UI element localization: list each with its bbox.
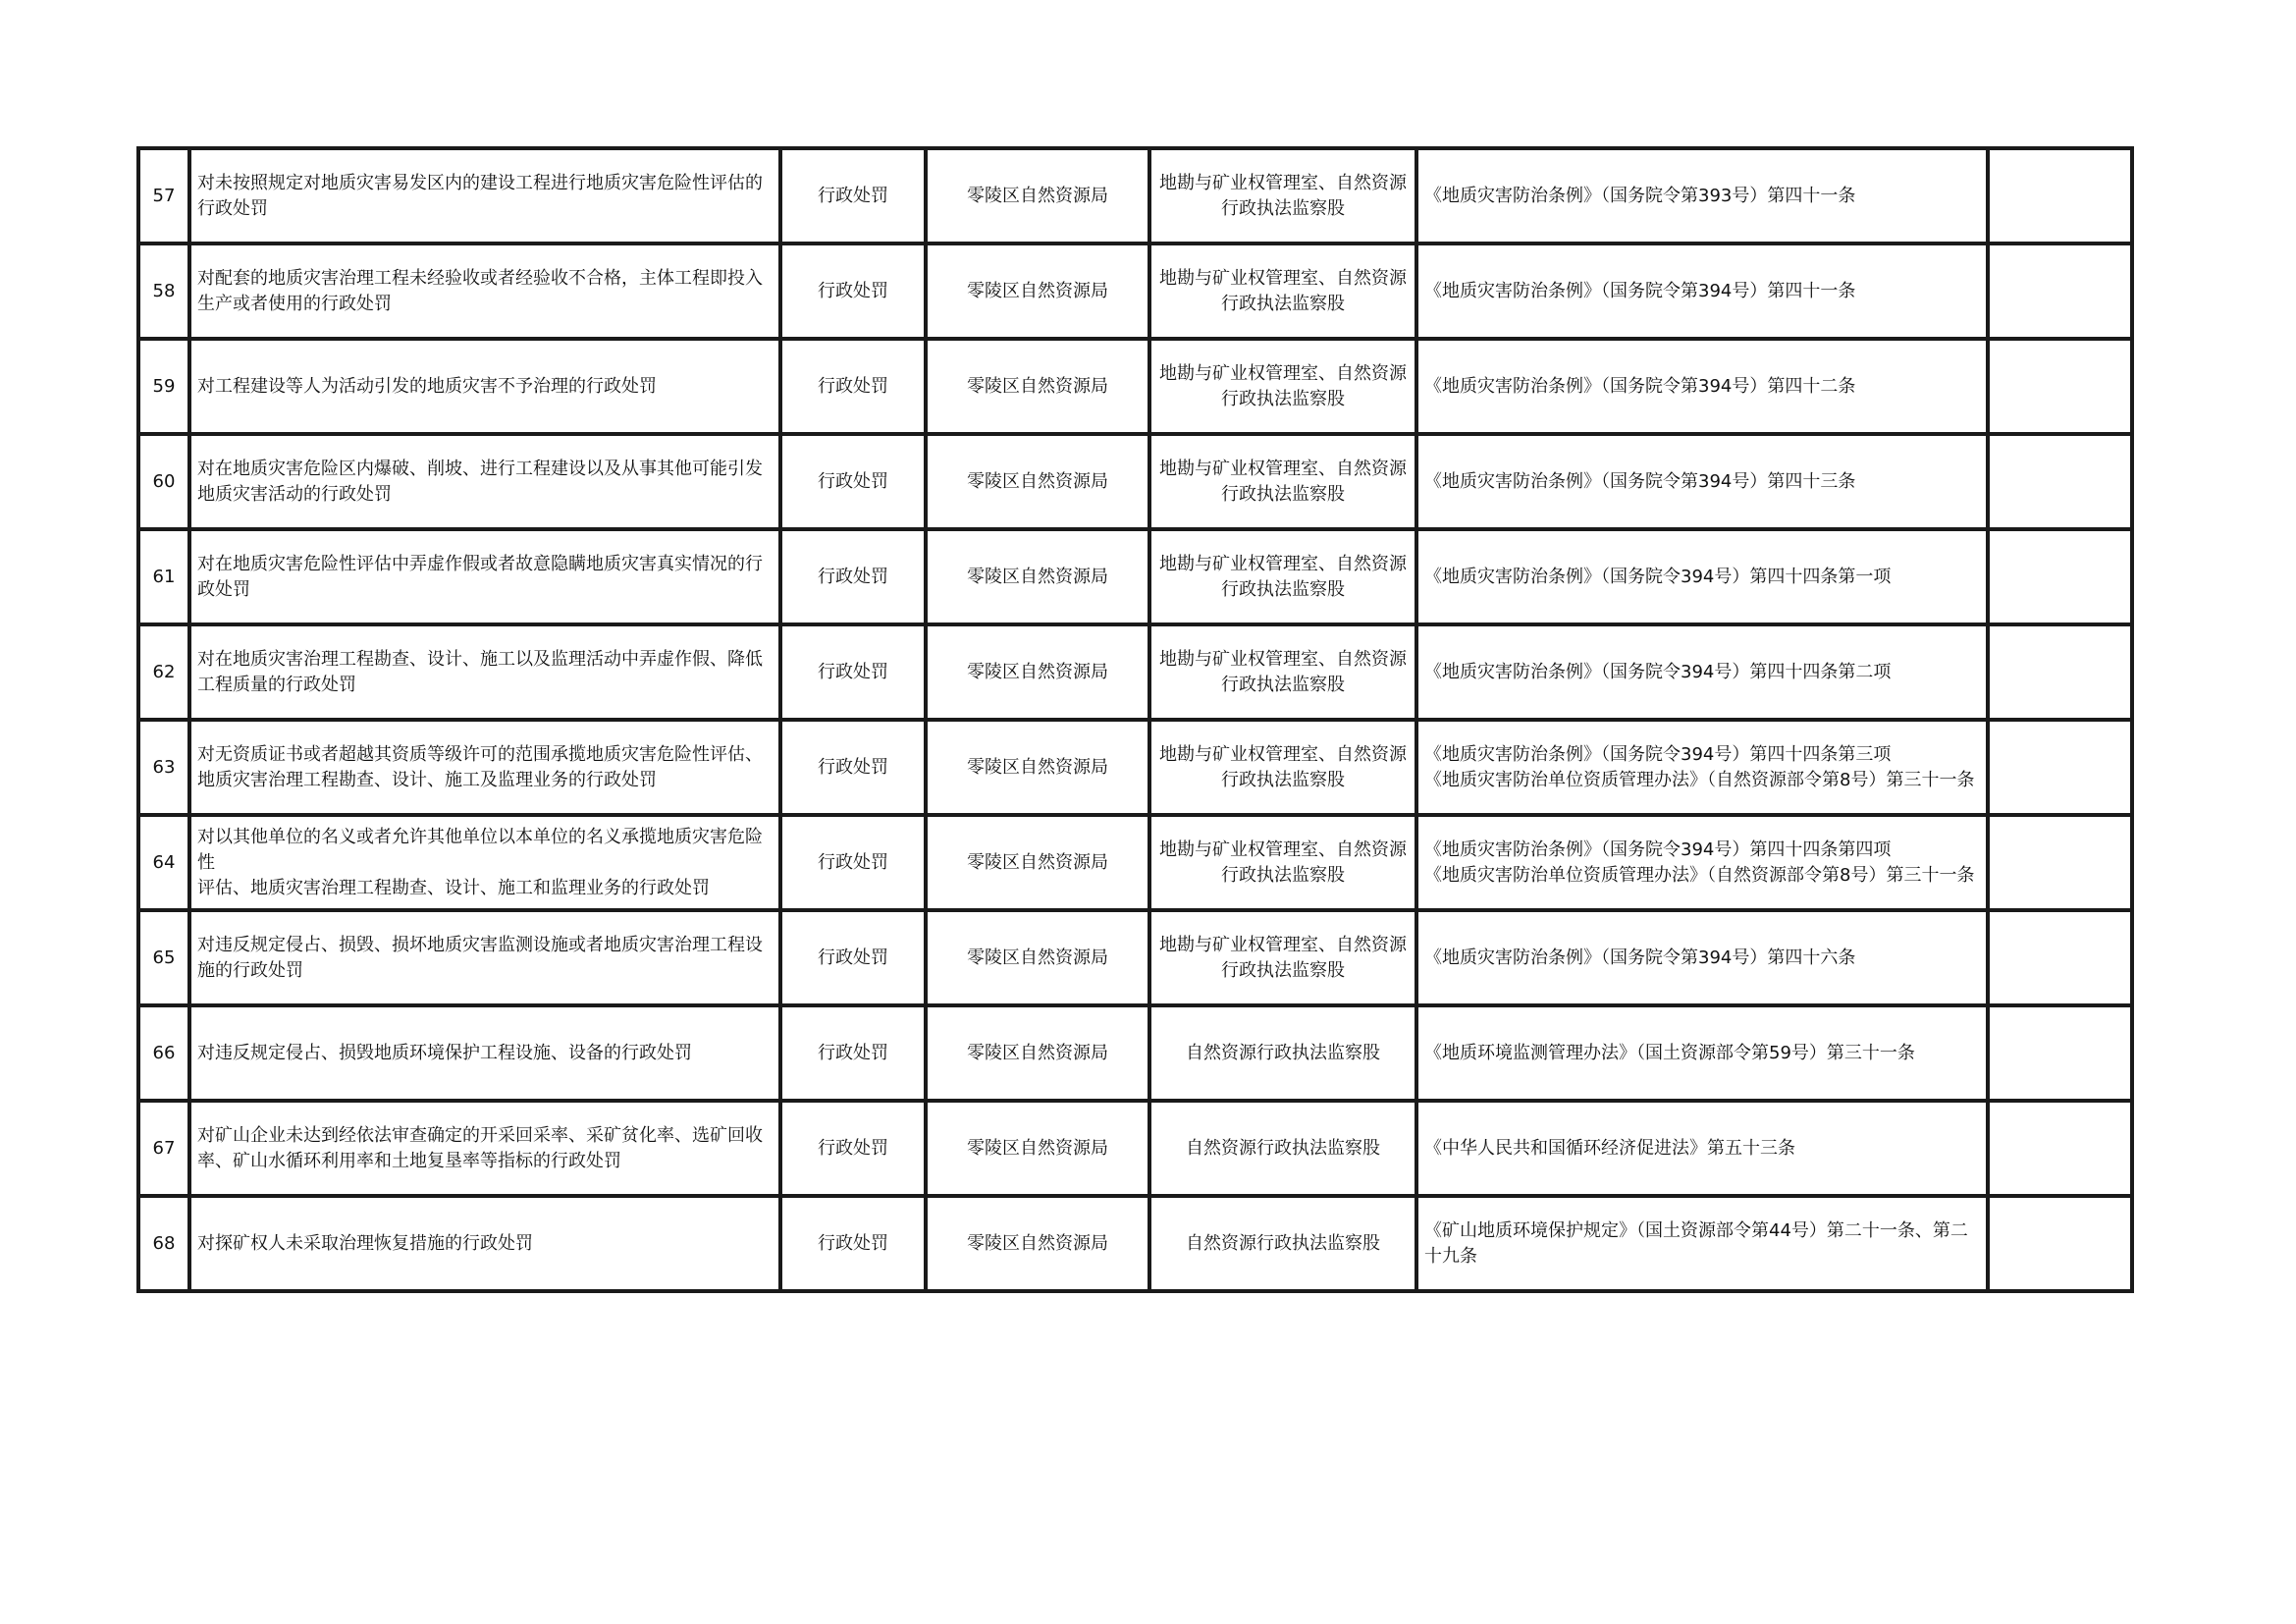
remark-cell <box>1988 434 2132 529</box>
item-name-cell: 对无资质证书或者超越其资质等级许可的范围承揽地质灾害危险性评估、地质灾害治理工程勘查、设计、施工及监理业务的行政处罚 <box>189 720 780 815</box>
table-row <box>138 148 2132 244</box>
power-type-cell: 行政处罚 <box>780 434 926 529</box>
remark-cell <box>1988 148 2132 244</box>
row-number-cell: 62 <box>138 624 189 720</box>
power-type-cell: 行政处罚 <box>780 1101 926 1196</box>
implementing-agency-cell: 零陵区自然资源局 <box>926 148 1149 244</box>
item-name-cell: 对违反规定侵占、损毁、损坏地质灾害监测设施或者地质灾害治理工程设施的行政处罚 <box>189 910 780 1005</box>
table-row <box>138 1101 2132 1196</box>
row-number-cell: 61 <box>138 529 189 624</box>
implementing-agency-cell: 零陵区自然资源局 <box>926 339 1149 434</box>
legal-basis-cell: 《地质灾害防治条例》（国务院令第394号）第四十一条 <box>1416 244 1988 339</box>
implementing-agency-cell: 零陵区自然资源局 <box>926 910 1149 1005</box>
implementing-agency-cell: 零陵区自然资源局 <box>926 1005 1149 1101</box>
table-row <box>138 339 2132 434</box>
legal-basis-cell: 《矿山地质环境保护规定》（国土资源部令第44号）第二十一条、第二十九条 <box>1416 1196 1988 1291</box>
power-type-cell: 行政处罚 <box>780 244 926 339</box>
row-number-cell: 66 <box>138 1005 189 1101</box>
responsible-department-cell: 地勘与矿业权管理室、自然资源行政执法监察股 <box>1149 910 1416 1005</box>
power-type-cell: 行政处罚 <box>780 720 926 815</box>
row-number-cell: 60 <box>138 434 189 529</box>
row-number-cell: 63 <box>138 720 189 815</box>
implementing-agency-cell: 零陵区自然资源局 <box>926 720 1149 815</box>
item-name-cell: 对在地质灾害治理工程勘查、设计、施工以及监理活动中弄虚作假、降低工程质量的行政处罚 <box>189 624 780 720</box>
power-type-cell: 行政处罚 <box>780 624 926 720</box>
row-number-cell: 57 <box>138 148 189 244</box>
implementing-agency-cell: 零陵区自然资源局 <box>926 1101 1149 1196</box>
row-number-cell: 58 <box>138 244 189 339</box>
remark-cell <box>1988 720 2132 815</box>
remark-cell <box>1988 624 2132 720</box>
implementing-agency-cell: 零陵区自然资源局 <box>926 1196 1149 1291</box>
responsible-department-cell: 地勘与矿业权管理室、自然资源行政执法监察股 <box>1149 529 1416 624</box>
row-number-cell: 67 <box>138 1101 189 1196</box>
responsible-department-cell: 自然资源行政执法监察股 <box>1149 1196 1416 1291</box>
responsible-department-cell: 自然资源行政执法监察股 <box>1149 1005 1416 1101</box>
power-type-cell: 行政处罚 <box>780 339 926 434</box>
table-body <box>138 148 2132 1291</box>
table-row <box>138 529 2132 624</box>
item-name-cell: 对未按照规定对地质灾害易发区内的建设工程进行地质灾害危险性评估的行政处罚 <box>189 148 780 244</box>
power-type-cell: 行政处罚 <box>780 1005 926 1101</box>
responsible-department-cell: 地勘与矿业权管理室、自然资源行政执法监察股 <box>1149 244 1416 339</box>
legal-basis-cell: 《地质灾害防治条例》（国务院令394号）第四十四条第一项 <box>1416 529 1988 624</box>
table-row <box>138 624 2132 720</box>
remark-cell <box>1988 1196 2132 1291</box>
responsible-department-cell: 地勘与矿业权管理室、自然资源行政执法监察股 <box>1149 815 1416 910</box>
implementing-agency-cell: 零陵区自然资源局 <box>926 529 1149 624</box>
power-type-cell: 行政处罚 <box>780 1196 926 1291</box>
remark-cell <box>1988 1005 2132 1101</box>
legal-basis-cell: 《地质灾害防治条例》（国务院令394号）第四十四条第四项 《地质灾害防治单位资质管理办法》（自然资源部令第8号）第三十一条 <box>1416 815 1988 910</box>
legal-basis-cell: 《地质灾害防治条例》（国务院令第394号）第四十六条 <box>1416 910 1988 1005</box>
legal-basis-cell: 《地质灾害防治条例》（国务院令第393号）第四十一条 <box>1416 148 1988 244</box>
remark-cell <box>1988 1101 2132 1196</box>
responsible-department-cell: 地勘与矿业权管理室、自然资源行政执法监察股 <box>1149 720 1416 815</box>
remark-cell <box>1988 815 2132 910</box>
item-name-cell: 对违反规定侵占、损毁地质环境保护工程设施、设备的行政处罚 <box>189 1005 780 1101</box>
responsible-department-cell: 地勘与矿业权管理室、自然资源行政执法监察股 <box>1149 148 1416 244</box>
legal-basis-cell: 《中华人民共和国循环经济促进法》第五十三条 <box>1416 1101 1988 1196</box>
item-name-cell: 对工程建设等人为活动引发的地质灾害不予治理的行政处罚 <box>189 339 780 434</box>
table-row <box>138 720 2132 815</box>
legal-basis-cell: 《地质灾害防治条例》（国务院令394号）第四十四条第三项 《地质灾害防治单位资质管理办法》（自然资源部令第8号）第三十一条 <box>1416 720 1988 815</box>
item-name-cell: 对矿山企业未达到经依法审查确定的开采回采率、采矿贫化率、选矿回收率、矿山水循环利用率和土地复垦率等指标的行政处罚 <box>189 1101 780 1196</box>
row-number-cell: 65 <box>138 910 189 1005</box>
table-row <box>138 434 2132 529</box>
item-name-cell: 对配套的地质灾害治理工程未经验收或者经验收不合格，主体工程即投入生产或者使用的行政处罚 <box>189 244 780 339</box>
implementing-agency-cell: 零陵区自然资源局 <box>926 434 1149 529</box>
item-name-cell: 对在地质灾害危险性评估中弄虚作假或者故意隐瞒地质灾害真实情况的行政处罚 <box>189 529 780 624</box>
item-name-cell: 对探矿权人未采取治理恢复措施的行政处罚 <box>189 1196 780 1291</box>
remark-cell <box>1988 339 2132 434</box>
power-type-cell: 行政处罚 <box>780 815 926 910</box>
row-number-cell: 59 <box>138 339 189 434</box>
row-number-cell: 68 <box>138 1196 189 1291</box>
item-name-cell: 对以其他单位的名义或者允许其他单位以本单位的名义承揽地质灾害危险性 评估、地质灾害治理工程勘查、设计、施工和监理业务的行政处罚 <box>189 815 780 910</box>
item-name-cell: 对在地质灾害危险区内爆破、削坡、进行工程建设以及从事其他可能引发地质灾害活动的行政处罚 <box>189 434 780 529</box>
table-row <box>138 1196 2132 1291</box>
responsible-department-cell: 自然资源行政执法监察股 <box>1149 1101 1416 1196</box>
table-row <box>138 910 2132 1005</box>
row-number-cell: 64 <box>138 815 189 910</box>
legal-basis-cell: 《地质灾害防治条例》（国务院令394号）第四十四条第二项 <box>1416 624 1988 720</box>
remark-cell <box>1988 529 2132 624</box>
power-type-cell: 行政处罚 <box>780 529 926 624</box>
responsible-department-cell: 地勘与矿业权管理室、自然资源行政执法监察股 <box>1149 624 1416 720</box>
responsible-department-cell: 地勘与矿业权管理室、自然资源行政执法监察股 <box>1149 434 1416 529</box>
legal-basis-cell: 《地质灾害防治条例》（国务院令第394号）第四十三条 <box>1416 434 1988 529</box>
power-type-cell: 行政处罚 <box>780 148 926 244</box>
legal-basis-cell: 《地质灾害防治条例》（国务院令第394号）第四十二条 <box>1416 339 1988 434</box>
power-type-cell: 行政处罚 <box>780 910 926 1005</box>
legal-basis-cell: 《地质环境监测管理办法》（国土资源部令第59号）第三十一条 <box>1416 1005 1988 1101</box>
implementing-agency-cell: 零陵区自然资源局 <box>926 815 1149 910</box>
implementing-agency-cell: 零陵区自然资源局 <box>926 244 1149 339</box>
remark-cell <box>1988 910 2132 1005</box>
responsible-department-cell: 地勘与矿业权管理室、自然资源行政执法监察股 <box>1149 339 1416 434</box>
implementing-agency-cell: 零陵区自然资源局 <box>926 624 1149 720</box>
table-row <box>138 815 2132 910</box>
table-row <box>138 244 2132 339</box>
table-row <box>138 1005 2132 1101</box>
punishment-table <box>136 146 2134 1293</box>
remark-cell <box>1988 244 2132 339</box>
